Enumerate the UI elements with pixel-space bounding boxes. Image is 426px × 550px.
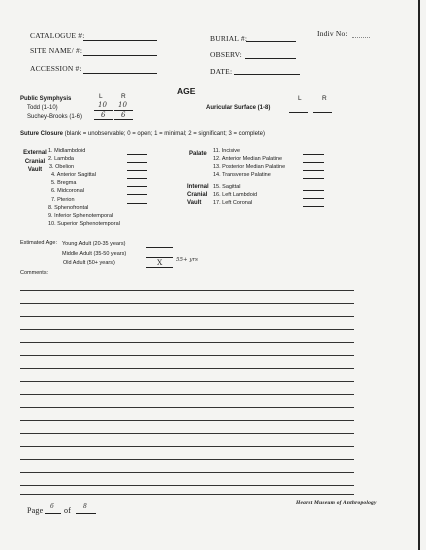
site-label: SITE NAME/ #:: [30, 46, 83, 55]
palate-list: [213, 147, 285, 179]
comment-line: [20, 459, 354, 460]
score-field[interactable]: [127, 203, 147, 204]
score-field[interactable]: [303, 162, 324, 163]
suture-item: 4. Anterior Sagittal: [51, 172, 96, 179]
comment-line: [20, 446, 354, 447]
suchey-right-field[interactable]: [114, 119, 133, 120]
suture-note-title: Suture Closure: [20, 131, 64, 137]
burial-label: BURIAL #:: [210, 34, 248, 43]
internal-vault-line-2: Cranial: [187, 192, 208, 199]
comment-line: [20, 433, 354, 434]
observ-label: OBSERV:: [210, 50, 242, 59]
palate-label: Palate: [189, 151, 207, 157]
internal-vault-label: [187, 183, 209, 208]
external-vault-line-3: Vault: [27, 167, 43, 173]
old-adult-note: 55+ yrs: [176, 257, 198, 263]
suture-item: 10. Superior Sphenotemporal: [48, 220, 120, 227]
suture-item: 1. Midlambdoid: [48, 148, 86, 154]
score-field[interactable]: [303, 170, 324, 171]
comment-line: [20, 290, 354, 291]
suture-item: 16. Left Lambdoid: [213, 192, 258, 199]
suchey-left-field[interactable]: [94, 119, 113, 120]
page-label: Page: [27, 506, 44, 515]
suture-item: 9. Inferior Sphenotemporal: [48, 212, 114, 219]
page-number-field[interactable]: [45, 513, 61, 514]
old-adult-mark: X: [157, 258, 163, 267]
score-field[interactable]: [303, 154, 324, 155]
suture-item: 17. Left Coronal: [213, 200, 253, 207]
suchey-right-value: 6: [121, 111, 126, 119]
old-adult-field[interactable]: [146, 267, 173, 268]
score-field[interactable]: [303, 198, 324, 199]
suture-item: 3. Obelion: [49, 164, 75, 171]
external-vault-line-2: Cranial: [24, 158, 46, 165]
suture-item: 6. Midcoronal: [51, 188, 85, 195]
internal-vault-line-3: Vault: [187, 200, 202, 207]
suture-item: 2. Lambda: [48, 156, 74, 163]
suchey-label: Suchey-Brooks (1-6): [27, 114, 83, 120]
accession-field[interactable]: [83, 73, 157, 74]
comment-line: [20, 394, 354, 395]
page-number: 6: [50, 503, 54, 510]
catalogue-label: CATALOGUE #:: [30, 31, 85, 40]
external-vault-line-1: External: [23, 150, 47, 156]
score-field[interactable]: [127, 170, 147, 171]
accession-label: ACCESSION #:: [30, 64, 82, 73]
indiv-field[interactable]: [352, 37, 370, 38]
auricular-label: Auricular Surface (1-8): [206, 105, 271, 111]
museum-credit: Hearst Museum of Anthropology: [296, 500, 377, 506]
comment-line: [20, 485, 354, 486]
catalogue-field[interactable]: [83, 40, 157, 41]
suture-item: 7. Pterion: [51, 196, 75, 203]
comment-line: [20, 316, 354, 317]
auricular-right-field[interactable]: [313, 112, 332, 113]
suture-item: 13. Posterior Median Palatine: [213, 164, 286, 171]
suchey-left-value: 6: [101, 111, 106, 119]
comment-line: [20, 472, 354, 473]
pubic-title: Public Symphysis: [20, 96, 72, 102]
suture-item: 11. Incisive: [213, 148, 241, 154]
page-border: [418, 0, 420, 550]
date-label: DATE:: [210, 67, 233, 76]
site-field[interactable]: [83, 55, 157, 56]
indiv-label: Indiv No:: [317, 29, 348, 38]
todd-right-value: 10: [118, 101, 127, 109]
external-vault-list: [48, 147, 120, 228]
comment-line: [20, 368, 354, 369]
todd-left-value: 10: [98, 101, 107, 109]
young-adult-field[interactable]: [146, 247, 173, 248]
comment-line: [20, 355, 354, 356]
score-field[interactable]: [127, 194, 147, 195]
score-field[interactable]: [127, 186, 147, 187]
estimated-age-label: Estimated Age:: [20, 240, 57, 246]
auricular-left-field[interactable]: [289, 112, 308, 113]
comment-line: [20, 303, 354, 304]
auricular-col-l: L: [298, 95, 302, 102]
score-field[interactable]: [127, 178, 147, 179]
suture-note-text: (blank = unobservable; 0 = open; 1 = minimal; 2 = significant; 3 = complete): [63, 131, 265, 137]
pubic-col-l: L: [99, 93, 103, 100]
score-field[interactable]: [303, 190, 324, 191]
age-option: Young Adult (20-35 years): [62, 241, 126, 247]
suture-item: 5. Bregma: [51, 180, 77, 187]
comment-line: [20, 420, 354, 421]
pubic-col-r: R: [121, 93, 126, 100]
section-title: AGE: [177, 86, 196, 96]
page-total-field[interactable]: [76, 513, 96, 514]
comment-line: [20, 381, 354, 382]
estimated-age-options: [62, 240, 126, 269]
comment-line: [20, 494, 354, 495]
internal-vault-list: [213, 183, 257, 207]
suture-item: 12. Anterior Median Palatine: [213, 156, 283, 163]
comments-label: Comments:: [20, 270, 49, 276]
score-field[interactable]: [127, 154, 147, 155]
observ-field[interactable]: [245, 58, 296, 59]
age-option: Old Adult (50+ years): [63, 260, 115, 266]
internal-vault-line-1: Internal: [187, 184, 209, 190]
suture-note: [20, 131, 265, 137]
of-label: of: [64, 506, 72, 515]
suture-item: 14. Transverse Palatine: [213, 172, 271, 179]
todd-label: Todd (1-10): [27, 105, 58, 111]
suture-item: 8. Sphenofrontal: [48, 204, 89, 211]
comment-line: [20, 329, 354, 330]
age-option: Middle Adult (35-50 years): [62, 250, 127, 257]
comment-line: [20, 407, 354, 408]
external-vault-label: [22, 149, 48, 175]
suture-item: 15. Sagittal: [213, 184, 241, 190]
burial-field[interactable]: [246, 41, 296, 42]
comment-line: [20, 342, 354, 343]
page-total: 8: [83, 503, 87, 510]
score-field[interactable]: [303, 206, 324, 207]
score-field[interactable]: [127, 162, 147, 163]
date-field[interactable]: [234, 74, 300, 75]
auricular-col-r: R: [322, 95, 327, 102]
score-field[interactable]: [303, 178, 324, 179]
